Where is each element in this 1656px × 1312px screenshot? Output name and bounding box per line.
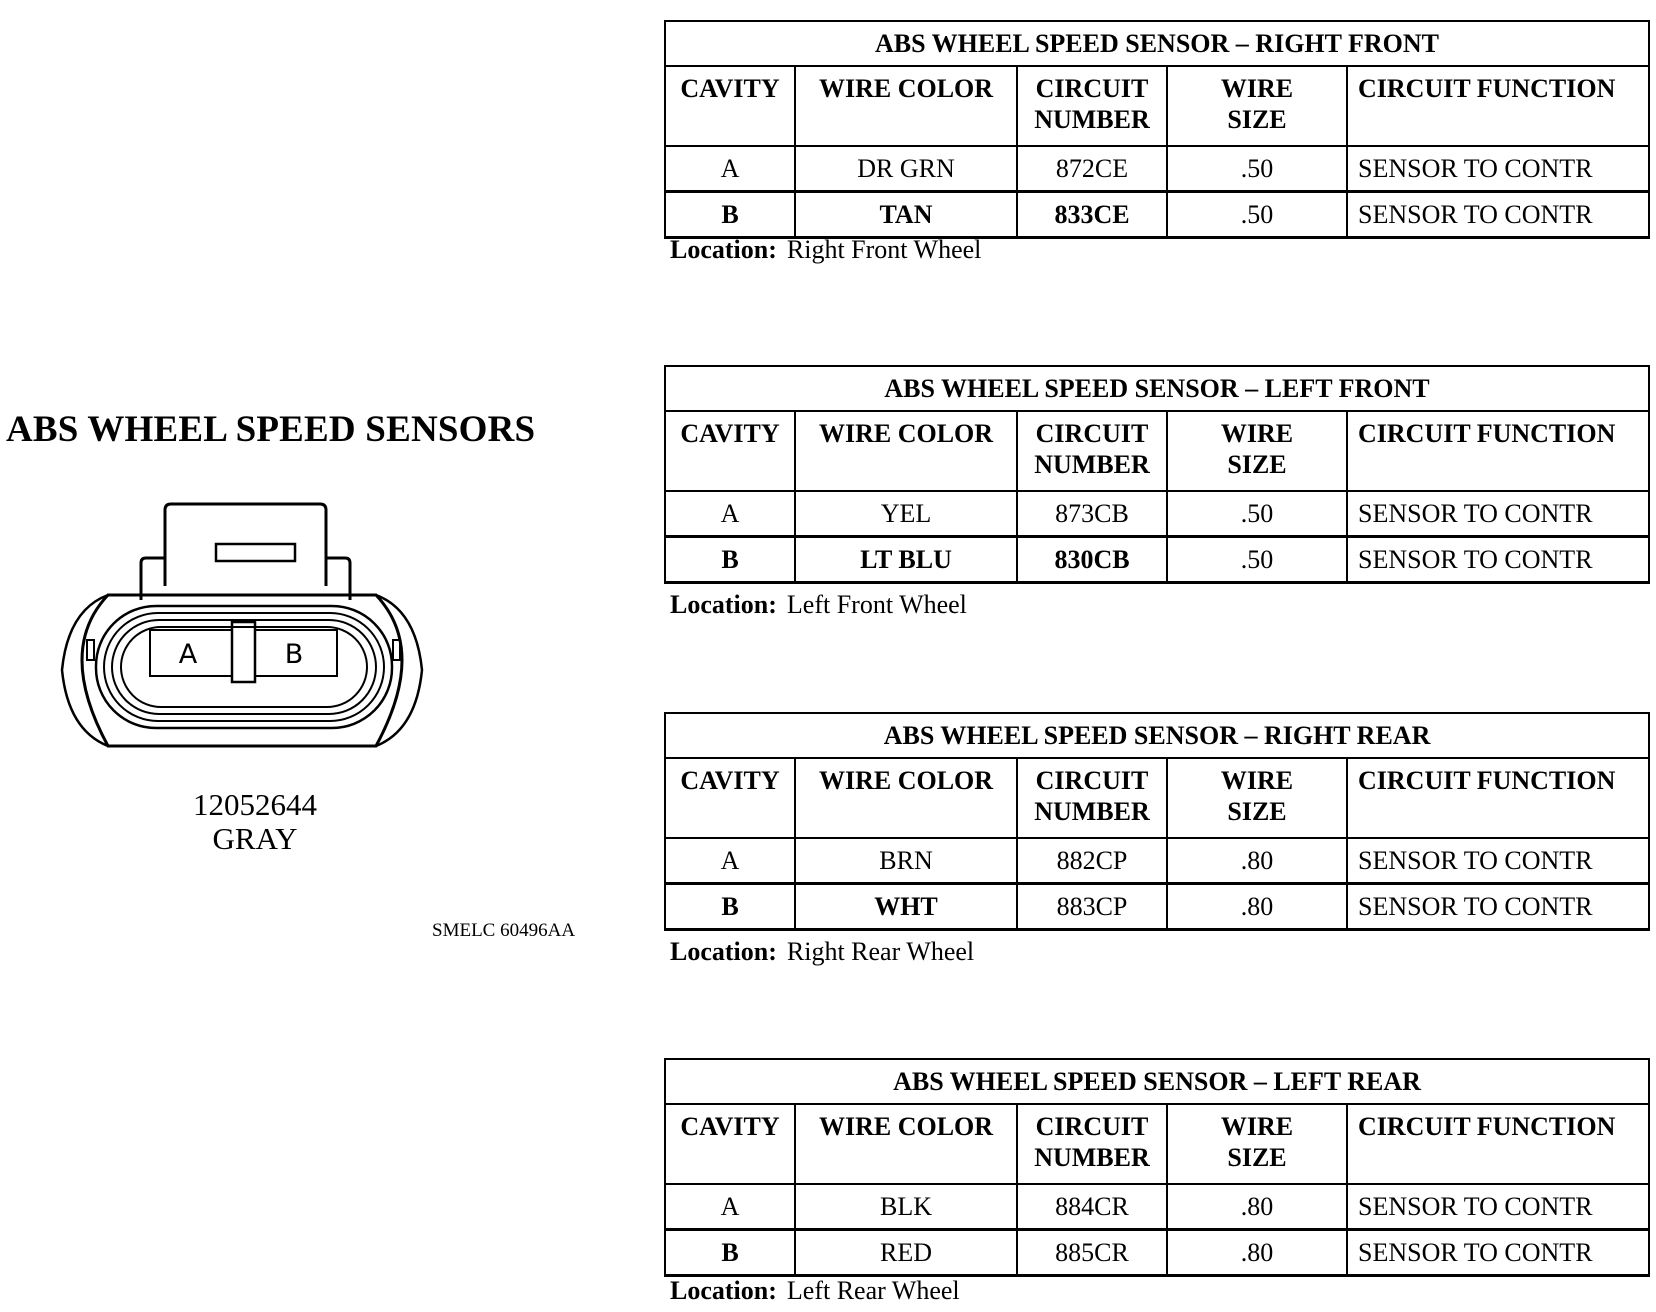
cell-wire-color: YEL bbox=[795, 491, 1017, 537]
cavity-b-label: B bbox=[284, 639, 304, 670]
cell-cavity: B bbox=[665, 1230, 795, 1276]
header-circuit-number: CIRCUIT NUMBER bbox=[1017, 411, 1167, 491]
header-circuit-function: CIRCUIT FUNCTION bbox=[1347, 411, 1649, 491]
header-circuit-number: CIRCUIT NUMBER bbox=[1017, 1104, 1167, 1184]
cell-wire-color: BRN bbox=[795, 838, 1017, 884]
cell-circuit-function: SENSOR TO CONTR bbox=[1347, 491, 1649, 537]
cell-wire-color: LT BLU bbox=[795, 537, 1017, 583]
header-circuit-number: CIRCUIT NUMBER bbox=[1017, 758, 1167, 838]
cell-cavity: B bbox=[665, 884, 795, 930]
header-wire-color: WIRE COLOR bbox=[795, 758, 1017, 838]
cell-circuit-number: 883CP bbox=[1017, 884, 1167, 930]
table-row bbox=[665, 537, 1649, 583]
table-left-front bbox=[664, 365, 1650, 584]
table-row bbox=[665, 1184, 1649, 1230]
header-wire-color: WIRE COLOR bbox=[795, 1104, 1017, 1184]
table-row bbox=[665, 1230, 1649, 1276]
location-left-rear: Location: Left Rear Wheel bbox=[670, 1276, 960, 1305]
connector-color: GRAY bbox=[212, 821, 298, 856]
cell-wire-color: WHT bbox=[795, 884, 1017, 930]
header-circuit-function: CIRCUIT FUNCTION bbox=[1347, 758, 1649, 838]
table-row bbox=[665, 491, 1649, 537]
header-wire-color: WIRE COLOR bbox=[795, 66, 1017, 146]
connector-part-number: 12052644 bbox=[193, 787, 317, 822]
cell-circuit-number: 884CR bbox=[1017, 1184, 1167, 1230]
table-row bbox=[665, 146, 1649, 192]
cell-circuit-function: SENSOR TO CONTR bbox=[1347, 192, 1649, 238]
header-cavity: CAVITY bbox=[665, 1104, 795, 1184]
figure-id: SMELC 60496AA bbox=[432, 920, 576, 941]
cell-wire-color: TAN bbox=[795, 192, 1017, 238]
cell-wire-size: .80 bbox=[1167, 1184, 1347, 1230]
table-row bbox=[665, 192, 1649, 238]
cell-wire-size: .80 bbox=[1167, 838, 1347, 884]
cell-cavity: A bbox=[665, 838, 795, 884]
header-cavity: CAVITY bbox=[665, 411, 795, 491]
table-title: ABS WHEEL SPEED SENSOR – RIGHT REAR bbox=[665, 713, 1649, 758]
cell-cavity: B bbox=[665, 192, 795, 238]
header-wire-size: WIRE SIZE bbox=[1167, 411, 1347, 491]
connector-caption bbox=[130, 788, 380, 856]
header-circuit-function: CIRCUIT FUNCTION bbox=[1347, 1104, 1649, 1184]
page-title: ABS WHEEL SPEED SENSORS bbox=[6, 409, 536, 450]
table-right-front bbox=[664, 20, 1650, 239]
table-row bbox=[665, 884, 1649, 930]
cell-circuit-function: SENSOR TO CONTR bbox=[1347, 146, 1649, 192]
table-title: ABS WHEEL SPEED SENSOR – LEFT FRONT bbox=[665, 366, 1649, 411]
cell-wire-size: .80 bbox=[1167, 1230, 1347, 1276]
cell-wire-size: .50 bbox=[1167, 537, 1347, 583]
cell-wire-size: .50 bbox=[1167, 491, 1347, 537]
location-right-front: Location: Right Front Wheel bbox=[670, 235, 982, 264]
header-cavity: CAVITY bbox=[665, 66, 795, 146]
cavity-a-label: A bbox=[178, 639, 198, 670]
header-circuit-function: CIRCUIT FUNCTION bbox=[1347, 66, 1649, 146]
table-right-rear bbox=[664, 712, 1650, 931]
cavity-divider bbox=[232, 622, 255, 682]
location-left-front: Location: Left Front Wheel bbox=[670, 590, 967, 619]
header-wire-color: WIRE COLOR bbox=[795, 411, 1017, 491]
table-left-rear bbox=[664, 1058, 1650, 1277]
cell-circuit-function: SENSOR TO CONTR bbox=[1347, 1184, 1649, 1230]
header-circuit-number: CIRCUIT NUMBER bbox=[1017, 66, 1167, 146]
cell-cavity: A bbox=[665, 491, 795, 537]
cell-wire-size: .50 bbox=[1167, 192, 1347, 238]
cell-circuit-function: SENSOR TO CONTR bbox=[1347, 537, 1649, 583]
cell-cavity: A bbox=[665, 1184, 795, 1230]
connector-diagram bbox=[58, 500, 458, 790]
cell-wire-size: .50 bbox=[1167, 146, 1347, 192]
cell-circuit-function: SENSOR TO CONTR bbox=[1347, 884, 1649, 930]
cell-wire-color: BLK bbox=[795, 1184, 1017, 1230]
cell-circuit-number: 873CB bbox=[1017, 491, 1167, 537]
location-right-rear: Location: Right Rear Wheel bbox=[670, 937, 975, 966]
cell-cavity: A bbox=[665, 146, 795, 192]
header-wire-size: WIRE SIZE bbox=[1167, 1104, 1347, 1184]
cell-circuit-number: 830CB bbox=[1017, 537, 1167, 583]
cell-circuit-function: SENSOR TO CONTR bbox=[1347, 838, 1649, 884]
latch-slot bbox=[216, 544, 295, 561]
cell-circuit-function: SENSOR TO CONTR bbox=[1347, 1230, 1649, 1276]
cell-circuit-number: 885CR bbox=[1017, 1230, 1167, 1276]
cell-circuit-number: 872CE bbox=[1017, 146, 1167, 192]
cell-wire-size: .80 bbox=[1167, 884, 1347, 930]
header-cavity: CAVITY bbox=[665, 758, 795, 838]
cell-wire-color: DR GRN bbox=[795, 146, 1017, 192]
header-wire-size: WIRE SIZE bbox=[1167, 758, 1347, 838]
table-row bbox=[665, 838, 1649, 884]
cell-circuit-number: 882CP bbox=[1017, 838, 1167, 884]
header-wire-size: WIRE SIZE bbox=[1167, 66, 1347, 146]
table-title: ABS WHEEL SPEED SENSOR – RIGHT FRONT bbox=[665, 21, 1649, 66]
cell-circuit-number: 833CE bbox=[1017, 192, 1167, 238]
table-title: ABS WHEEL SPEED SENSOR – LEFT REAR bbox=[665, 1059, 1649, 1104]
cell-cavity: B bbox=[665, 537, 795, 583]
cell-wire-color: RED bbox=[795, 1230, 1017, 1276]
